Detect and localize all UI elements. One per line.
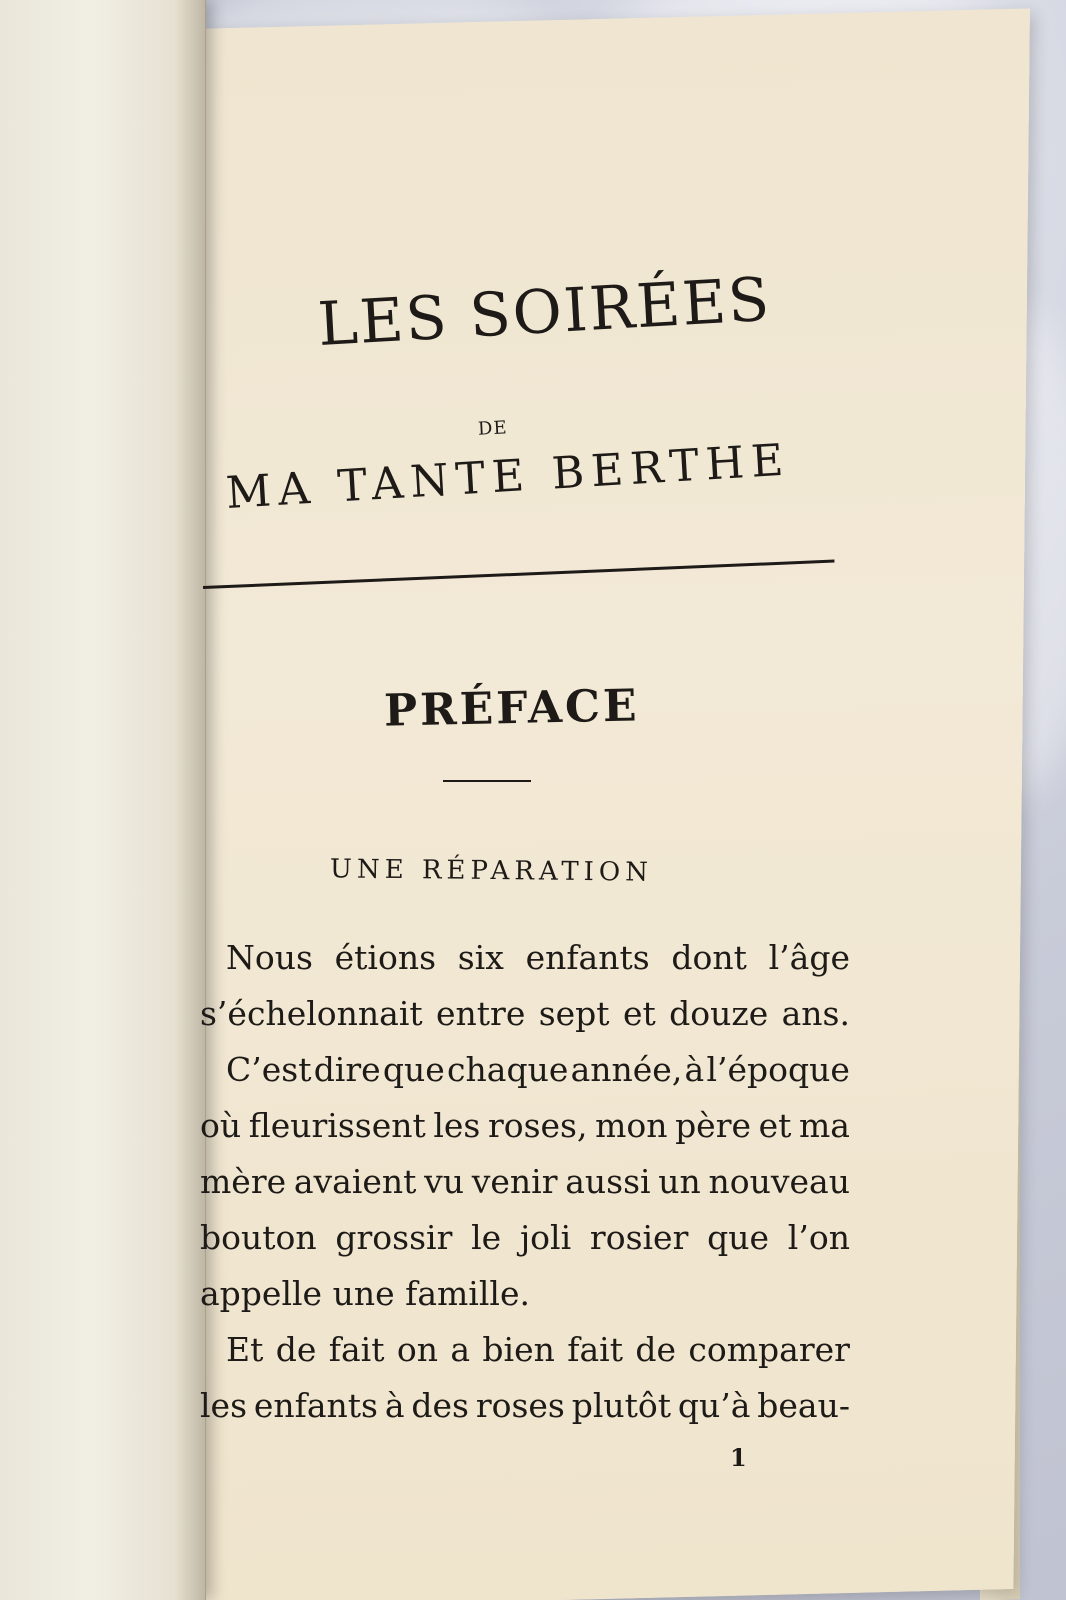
body-line bbox=[200, 1154, 850, 1210]
body-word: ans. bbox=[781, 994, 850, 1033]
body-word: qu’à bbox=[677, 1386, 751, 1425]
body-word: chaque bbox=[447, 1050, 569, 1089]
body-word: l’on bbox=[787, 1218, 850, 1257]
body-word: vu bbox=[424, 1162, 465, 1201]
body-word: à bbox=[684, 1050, 705, 1089]
body-word: que bbox=[707, 1218, 770, 1257]
body-line: appelle une famille. bbox=[200, 1274, 530, 1313]
body-word: dont bbox=[671, 938, 747, 977]
body-word: l’âge bbox=[768, 938, 850, 977]
body-word: C’est bbox=[226, 1050, 312, 1089]
body-word: on bbox=[396, 1330, 438, 1369]
body-word: que bbox=[382, 1050, 445, 1089]
body-word: à bbox=[384, 1386, 405, 1425]
body-word: de bbox=[275, 1330, 317, 1369]
body-word: enfants bbox=[253, 1386, 378, 1425]
body-word: les bbox=[433, 1106, 481, 1145]
body-word: de bbox=[635, 1330, 677, 1369]
body-word: l’époque bbox=[706, 1050, 850, 1089]
body-word: douze bbox=[669, 994, 769, 1033]
page-number: 1 bbox=[730, 1443, 747, 1472]
body-word: roses bbox=[475, 1386, 565, 1425]
body-word: le bbox=[471, 1218, 502, 1257]
facing-page bbox=[0, 0, 206, 1600]
body-word: plutôt bbox=[571, 1386, 672, 1425]
body-word: comparer bbox=[688, 1330, 850, 1369]
body-word: Et bbox=[226, 1330, 264, 1369]
body-word: où bbox=[200, 1106, 242, 1145]
heading-rule bbox=[443, 780, 531, 782]
body-line bbox=[200, 1098, 850, 1154]
body-word: roses, bbox=[487, 1106, 588, 1145]
body-line bbox=[200, 1378, 850, 1434]
book-title-de: DE bbox=[477, 417, 509, 440]
book-title-line-1: LES SOIRÉES bbox=[316, 264, 773, 360]
body-word: un bbox=[658, 1162, 701, 1201]
body-word: beau- bbox=[757, 1386, 850, 1425]
body-line bbox=[200, 1210, 850, 1266]
body-word: grossir bbox=[335, 1218, 453, 1257]
body-word: mon bbox=[595, 1106, 668, 1145]
body-word: dire bbox=[313, 1050, 381, 1089]
body-word: mère bbox=[200, 1162, 287, 1201]
body-word: et bbox=[622, 994, 656, 1033]
body-word: six bbox=[457, 938, 504, 977]
body-word: année, bbox=[570, 1050, 683, 1089]
body-word: des bbox=[411, 1386, 469, 1425]
body-word: bouton bbox=[200, 1218, 317, 1257]
body-line bbox=[200, 1042, 850, 1098]
body-word: et bbox=[758, 1106, 792, 1145]
body-word: enfants bbox=[525, 938, 650, 977]
body-word: fait bbox=[328, 1330, 385, 1369]
section-heading: PRÉFACE bbox=[383, 680, 641, 737]
body-word: Nous bbox=[226, 938, 313, 977]
body-word: joli bbox=[519, 1218, 572, 1257]
body-word: étions bbox=[334, 938, 437, 977]
body-word: rosier bbox=[589, 1218, 689, 1257]
body-word: les bbox=[200, 1386, 248, 1425]
chapter-subtitle: UNE RÉPARATION bbox=[329, 854, 654, 888]
body-text bbox=[200, 930, 850, 1434]
body-word: sept bbox=[538, 994, 610, 1033]
book-title-line-2: MA TANTE BERTHE bbox=[224, 434, 792, 519]
body-word: a bbox=[450, 1330, 471, 1369]
body-word: entre bbox=[436, 994, 526, 1033]
body-word: venir bbox=[471, 1162, 558, 1201]
body-word: fait bbox=[567, 1330, 623, 1369]
body-word: avaient bbox=[293, 1162, 417, 1201]
body-line bbox=[200, 986, 850, 1042]
body-word: s’échelonnait bbox=[200, 994, 423, 1033]
body-word: père bbox=[675, 1106, 752, 1145]
body-word: ma bbox=[798, 1106, 850, 1145]
body-word: nouveau bbox=[708, 1162, 850, 1201]
body-word: bien bbox=[482, 1330, 555, 1369]
body-line bbox=[200, 930, 850, 986]
body-line bbox=[200, 1322, 850, 1378]
body-word: aussi bbox=[565, 1162, 651, 1201]
body-word: fleurissent bbox=[248, 1106, 426, 1145]
